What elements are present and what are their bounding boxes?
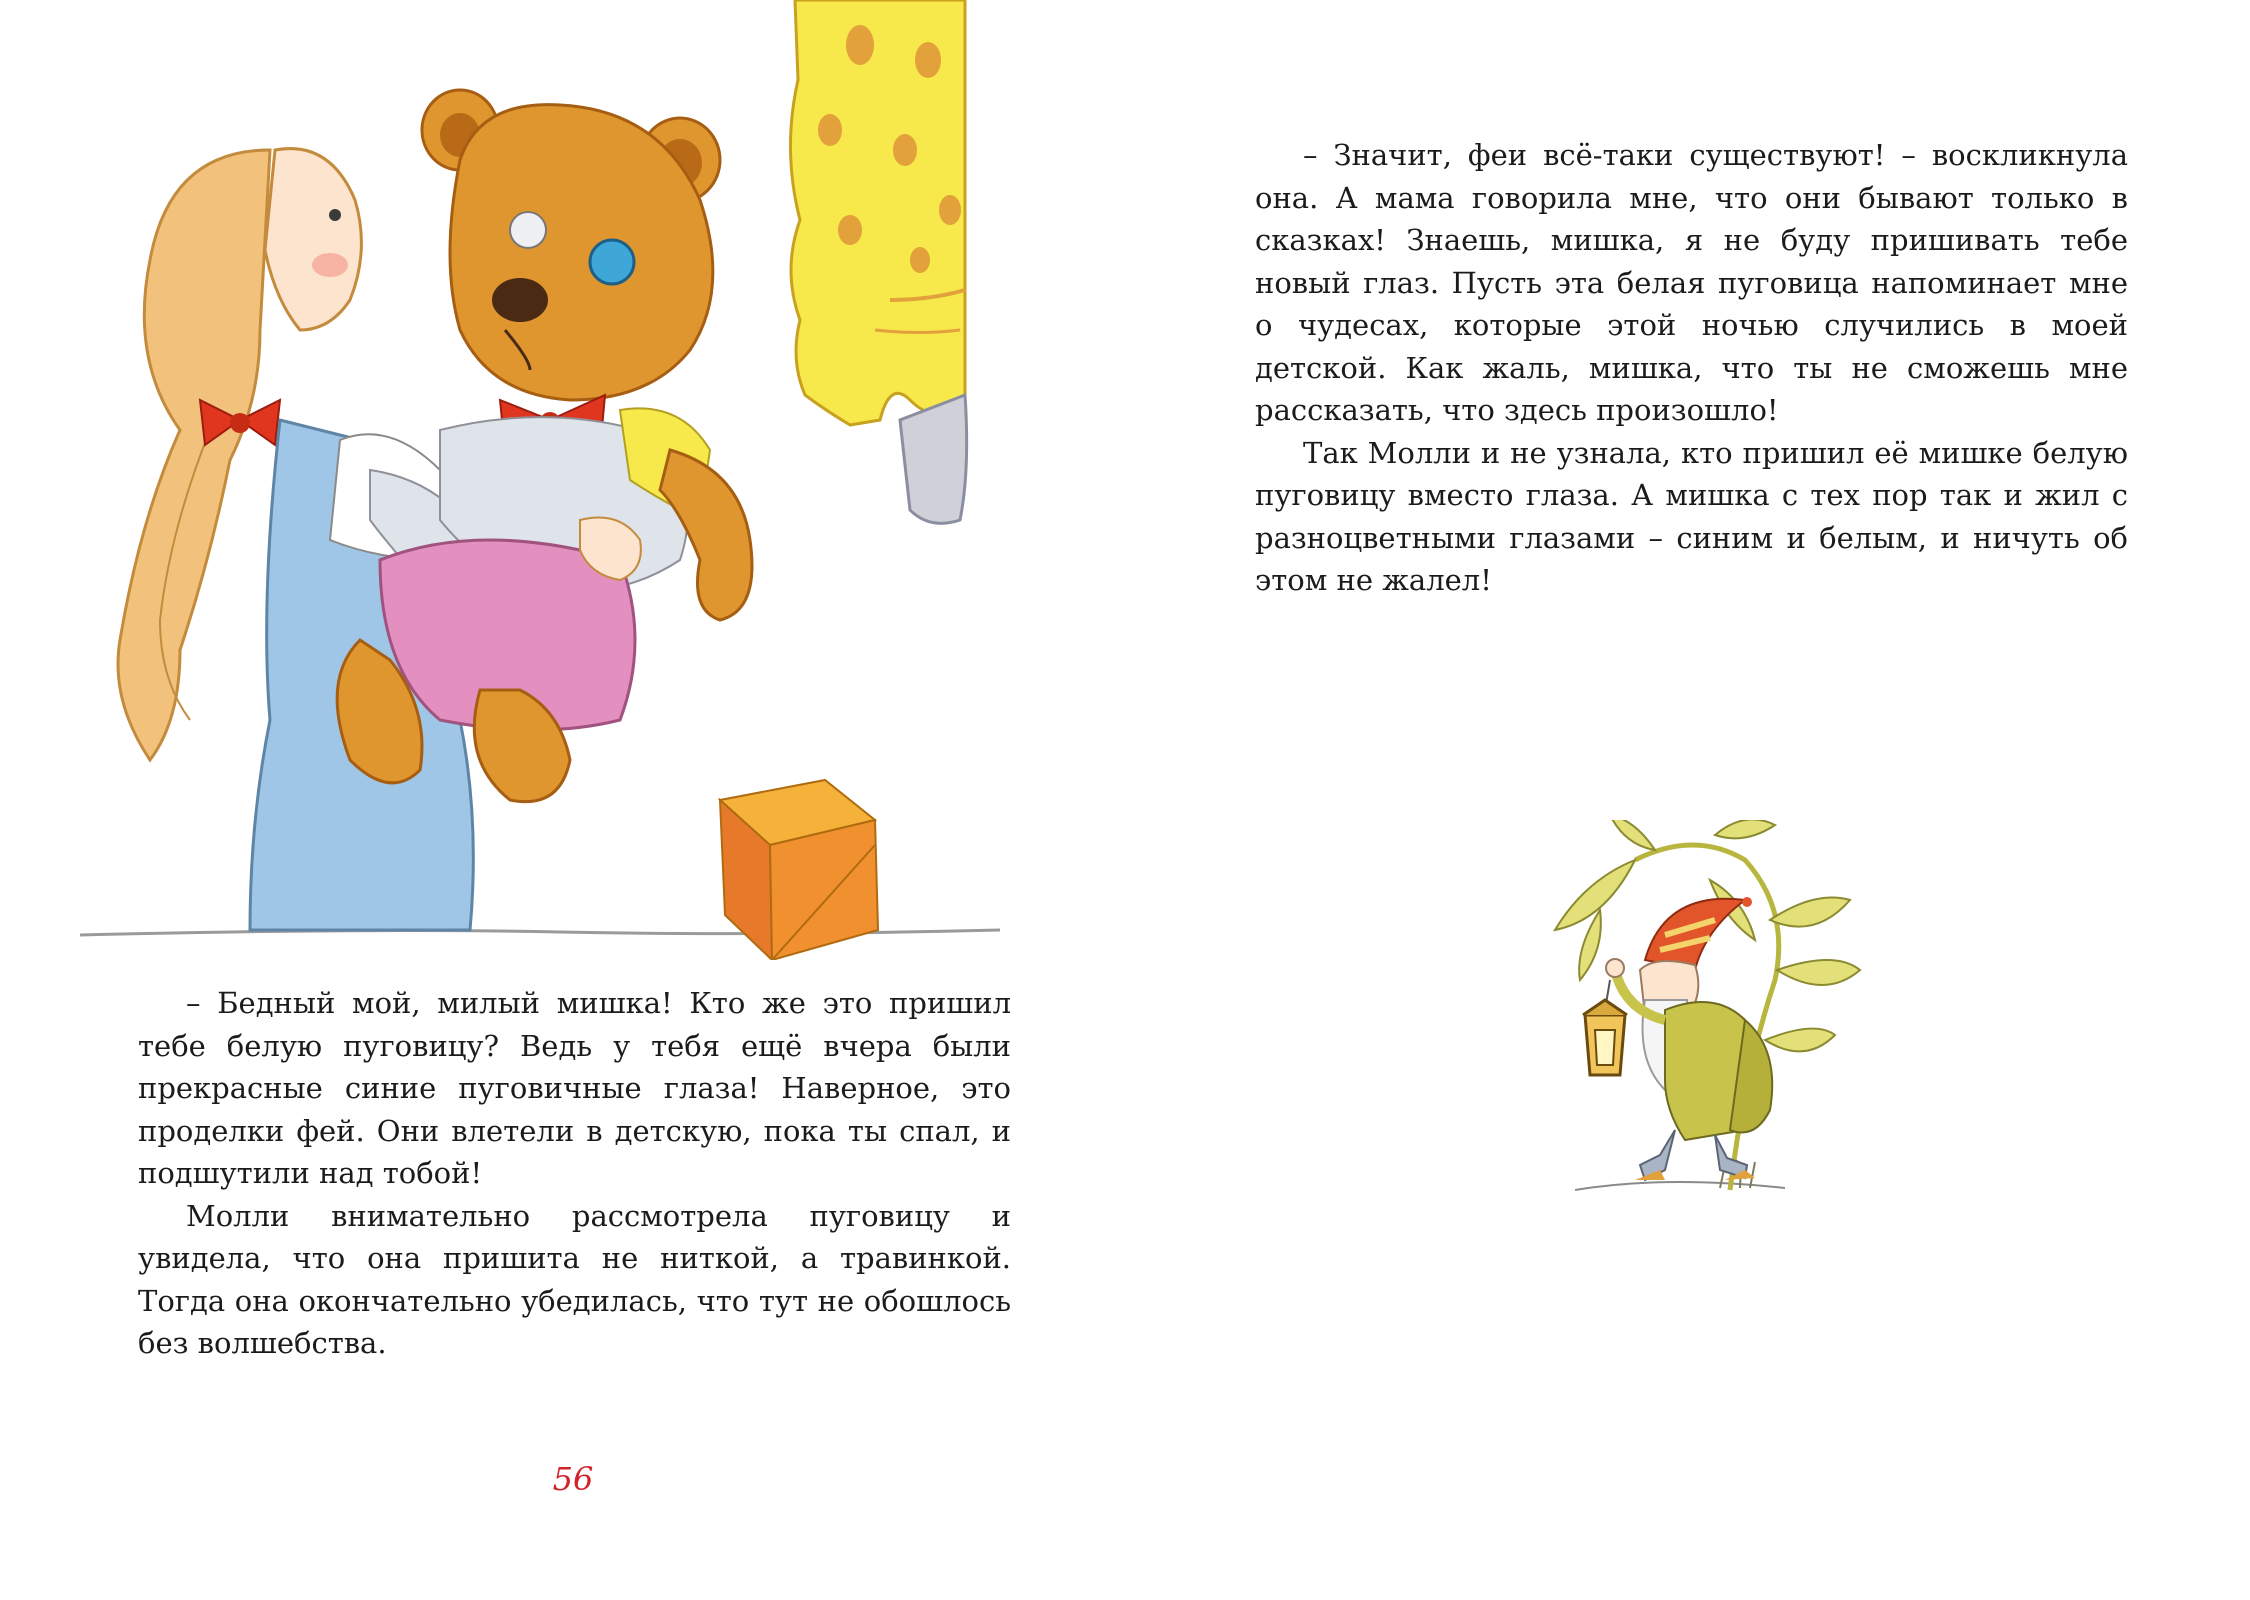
- page-number: 56: [552, 1460, 594, 1498]
- paragraph: Молли внимательно рассмотрела пуговицу и увидела, что она пришита не ниткой, а травинкой. Тогда она окончательно убедилась, что тут не обошлось без волшебства.: [138, 1198, 1011, 1360]
- right-page: [1125, 0, 2250, 1600]
- girl-with-teddy-bear-illustration: [60, 0, 1020, 960]
- paragraph: – Бедный мой, милый мишка! Кто же это пришил тебе белую пуговицу? Ведь у тебя ещё вчера были прекрасные синие пуговичные глаза! Наверное, это проделки фей. Они влетели в детскую, пока ты спал, и подшутили над тобой!: [138, 986, 1011, 1190]
- curtain: [790, 0, 966, 523]
- right-page-text: [1255, 134, 2128, 602]
- paragraph: – Значит, феи всё-таки существуют! – воскликнула она. А мама говорила мне, что они бывают только в сказках! Знаешь, мишка, я не буду пришивать тебе новый глаз. Пусть эта белая пуговица напоминает мне о чудесах, которые этой ночью случились в моей детской. Как жаль, мишка, что ты не сможешь мне рассказать, что здесь произошло!: [1255, 138, 2128, 427]
- paragraph: Так Молли и не узнала, кто пришил её мишке белую пуговицу вместо глаза. А мишка с тех пор так и жил с разноцветными глазами – синим и белым, и ничуть об этом не жалел!: [1255, 435, 2128, 597]
- left-page-text: [138, 982, 1011, 1365]
- gnome: [1583, 897, 1772, 1180]
- gnome-with-lantern-illustration: [1515, 820, 1875, 1210]
- toy-block: [720, 780, 878, 960]
